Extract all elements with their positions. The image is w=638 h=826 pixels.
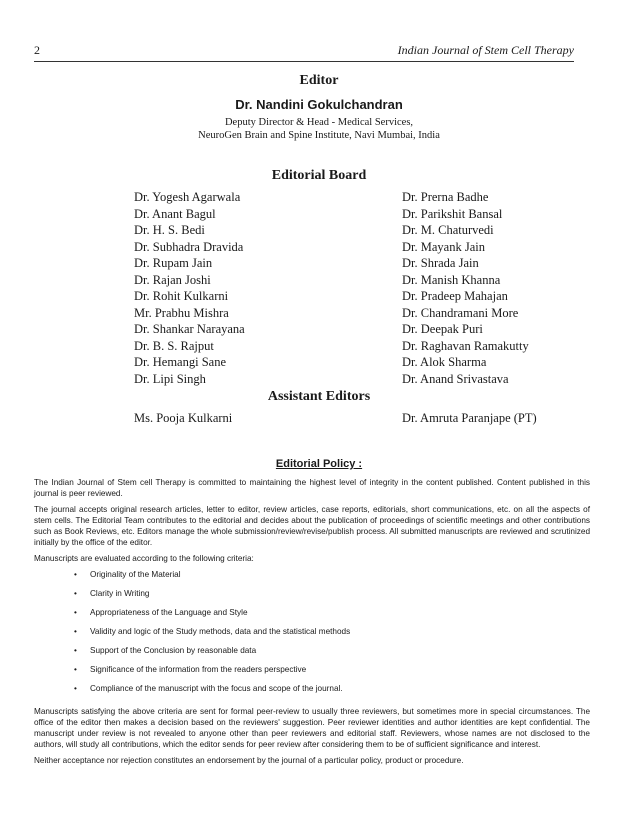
bullet-icon: • [74,665,77,674]
header-rule [34,61,574,62]
board-member: Dr. Anant Bagul [134,206,216,221]
board-member: Dr. Pradeep Mahajan [402,289,508,303]
board-member: Dr. Shankar Narayana [134,322,245,336]
board-member: Dr. Manish Khanna [402,272,501,287]
bullet-icon: • [74,570,77,579]
criteria-item [34,664,590,683]
board-left-column [134,189,245,387]
criteria-item [34,588,590,607]
journal-title: Indian Journal of Stem Cell Therapy [397,43,574,57]
board-member: Dr. Parikshit Bansal [402,206,503,221]
board-right-column [402,189,529,387]
editor-affiliation-line1: Deputy Director & Head - Medical Services, [224,117,414,128]
board-member: Dr. Rupam Jain [134,256,213,270]
editor-name: Dr. Nandini Gokulchandran [235,97,403,112]
board-member: Dr. Subhadra Dravida [134,239,244,254]
assistant-editor-right: Dr. Amruta Paranjape (PT) [402,411,537,425]
board-member: Dr. Deepak Puri [402,322,483,336]
board-member: Dr. Rohit Kulkarni [134,289,229,303]
criteria-item [34,569,590,588]
editorial-policy-body [34,477,590,771]
policy-paragraph: The journal accepts original research articles, letter to editor, review articles, case reports, editorials, short communications, etc. on all the aspects of stem cells. The Editorial Team contributes to the editorial and decides about the publication of proceedings of scientific meetings and other contributions such as Book Reviews, etc. Editors manage the whole submission/review/revise/publish process. All submitted manuscripts are reviewed and scrutinized initially by the office of the editor. [34,505,590,547]
criteria-item [34,683,590,702]
criteria-item [34,626,590,645]
board-member: Dr. Yogesh Agarwala [134,190,241,204]
board-member: Dr. Lipi Singh [134,371,206,386]
board-member: Dr. Shrada Jain [402,256,479,270]
bullet-icon: • [74,589,77,598]
board-member: Dr. Rajan Joshi [134,272,211,287]
running-header [34,43,574,59]
policy-paragraph: Manuscripts are evaluated according to the following criteria: [34,554,254,563]
board-member: Dr. Mayank Jain [402,239,485,254]
criteria-list [34,569,590,702]
board-member: Dr. Anand Srivastava [402,371,509,386]
board-member: Dr. Prerna Badhe [402,190,489,204]
bullet-icon: • [74,646,77,655]
assistant-editor-left: Ms. Pooja Kulkarni [134,411,233,425]
bullet-icon: • [74,608,77,617]
criteria-text: Clarity in Writing [90,589,150,598]
page-number: 2 [34,43,40,57]
board-member: Dr. Alok Sharma [402,355,487,369]
board-member: Dr. Raghavan Ramakutty [402,338,529,353]
editor-heading: Editor [299,73,339,88]
board-member: Dr. Hemangi Sane [134,355,226,369]
board-member: Mr. Prabhu Mishra [134,305,229,320]
editor-affiliation-line2: NeuroGen Brain and Spine Institute, Navi Mumbai, India [198,130,440,141]
policy-paragraph: Neither acceptance nor rejection constitutes an endorsement by the journal of a particular policy, product or procedure. [34,756,464,765]
criteria-text: Validity and logic of the Study methods, data and the statistical methods [90,627,351,636]
policy-paragraph: Manuscripts satisfying the above criteria are sent for formal peer-review to usually three reviewers, but sometimes more in special circumstances. The office of the editor then makes a decision based on the reviewers' suggestion. Peer reviewer identities and author identities are kept confidential. The manuscript under review is not revealed to anyone other than peer reviewers and editorial staff. Reviewers, whose names are not disclosed to the authors, will study all contributions, which the editor sends for peer review after considering them to be of sufficient significance and interest. [34,707,590,749]
assistant-editors-heading: Assistant Editors [267,389,371,404]
editorial-board-heading: Editorial Board [271,168,367,183]
bullet-icon: • [74,627,77,636]
board-member: Dr. H. S. Bedi [134,223,205,237]
board-member: Dr. Chandramani More [402,305,519,320]
criteria-text: Significance of the information from the readers perspective [90,665,307,674]
board-member: Dr. M. Chaturvedi [402,223,494,237]
policy-paragraph: The Indian Journal of Stem cell Therapy is committed to maintaining the highest level of integrity in the content published. Content published in this journal is peer reviewed. [34,478,590,498]
criteria-item [34,607,590,626]
criteria-text: Compliance of the manuscript with the focus and scope of the journal. [90,684,343,693]
criteria-text: Appropriateness of the Language and Style [90,608,248,617]
bullet-icon: • [74,684,77,693]
editorial-policy-heading: Editorial Policy : [275,458,363,470]
criteria-item [34,645,590,664]
criteria-text: Originality of the Material [90,570,181,579]
board-member: Dr. B. S. Rajput [134,338,214,353]
criteria-text: Support of the Conclusion by reasonable data [90,646,257,655]
